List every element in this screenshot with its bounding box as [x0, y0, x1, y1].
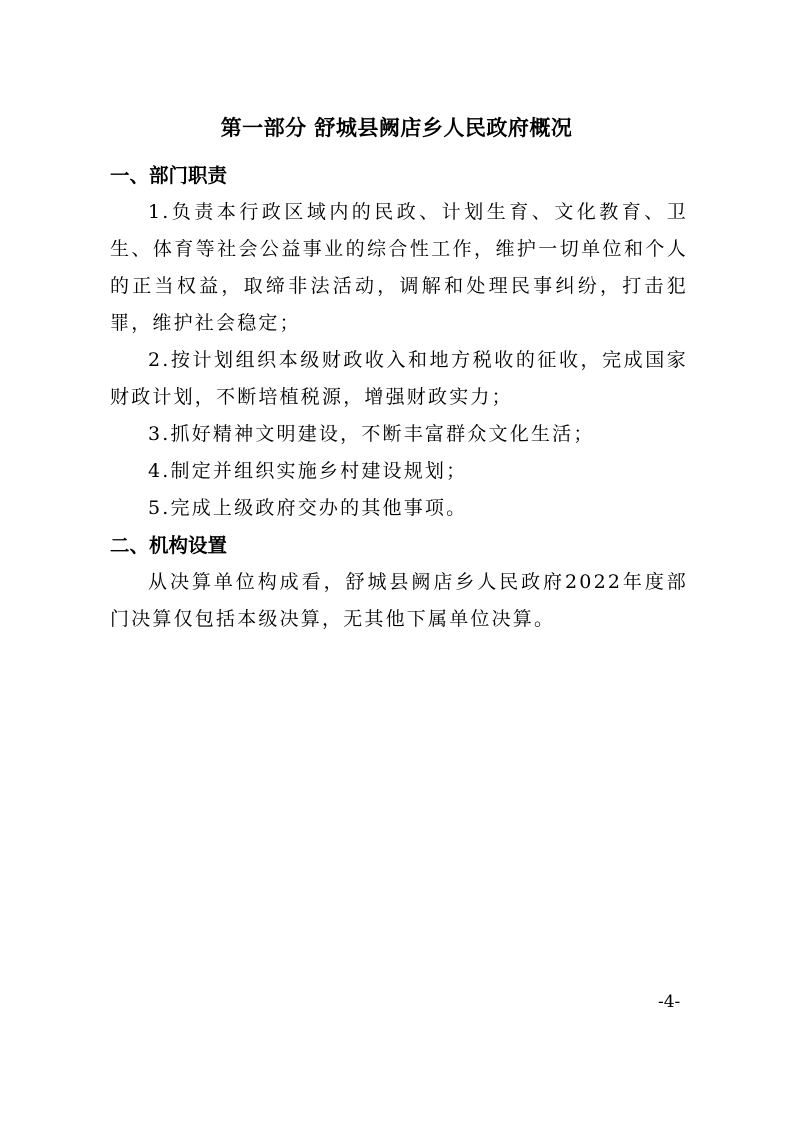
duty-item-5: 5.完成上级政府交办的其他事项。 [148, 497, 468, 519]
duty-item-1: 1.负责本行政区域内的民政、计划生育、文化教育、卫生、体育等社会公益事业的综合性工作，维护一切单位和个人的正当权益，取缔非法活动，调解和处理民事纠纷，打击犯罪，维护社会稳定； [110, 201, 688, 334]
duty-item-4: 4.制定并组织实施乡村建设规划； [148, 460, 468, 482]
page-number: -4- [658, 992, 681, 1012]
duty-item-3: 3.抓好精神文明建设，不断丰富群众文化生活； [148, 423, 595, 445]
section-heading-structure: 二、机构设置 [110, 534, 228, 557]
duty-item-2: 2.按计划组织本级财政收入和地方税收的征收，完成国家财政计划，不断培植税源，增强财政实力； [110, 349, 688, 408]
document-body [110, 157, 688, 638]
page-title: 第一部分 舒城县阙店乡人民政府概况 [220, 116, 573, 140]
structure-paragraph: 从决算单位构成看，舒城县阙店乡人民政府2022年度部门决算仅包括本级决算，无其他下属单位决算。 [110, 571, 688, 630]
section-heading-duties: 一、部门职责 [110, 164, 228, 187]
